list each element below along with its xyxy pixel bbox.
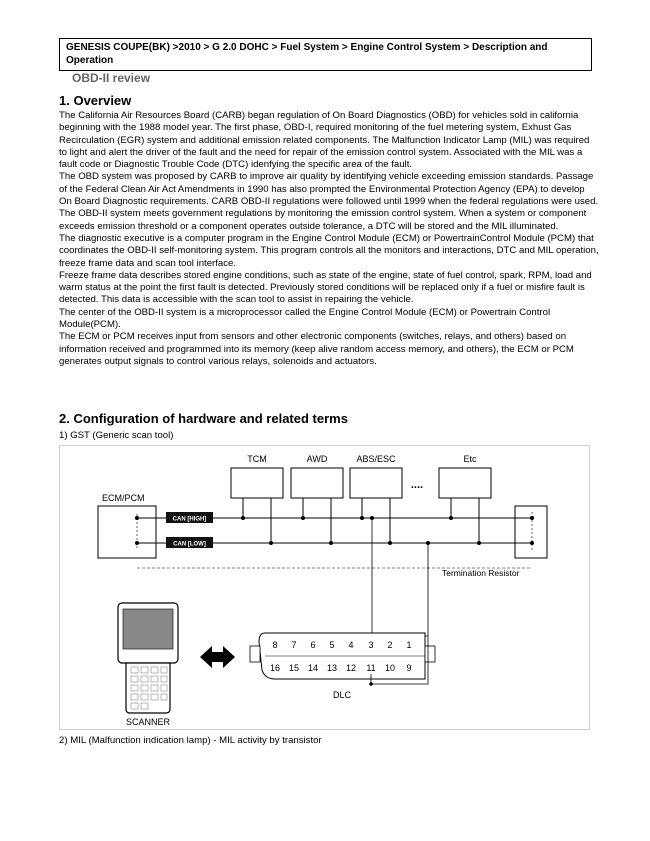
dlc-left-tab (250, 646, 260, 662)
section-configuration-title: 2. Configuration of hardware and related terms (59, 411, 348, 426)
termination-resistor-box (515, 506, 547, 558)
dlc-pin: 5 (329, 640, 335, 650)
module-box-tcm (231, 468, 283, 498)
section-overview-title: 1. Overview (59, 93, 132, 108)
module-label-tcm: TCM (247, 454, 267, 464)
termination-resistor-label: Termination Resistor (442, 568, 520, 578)
overview-paragraph: The OBD system was proposed by CARB to improve air quality by identifying vehicle exceeding emission standards. Passage of the Federal Clean Air Act Amendments in 1990 has also prompted the Environmental Protection Agency (EPA) to develop On Board Diagnostic requirements. CARB OBD-II regulations were followed until 1999 when the federal regulations were used. (59, 171, 599, 208)
overview-paragraph: The OBD-II system meets government regulations by monitoring the emission control system. When a system or component exceeds emission threshold or a component operates outside tolerance, a DTC will be stored and the MIL illuminated. (59, 208, 587, 232)
dlc-right-tab (425, 646, 435, 662)
overview-paragraph: The center of the OBD-II system is a microprocessor called the Engine Control Module (ECM) or Powertrain Control Module(PCM). (59, 306, 551, 331)
dlc-pin: 9 (406, 663, 412, 673)
breadcrumb: GENESIS COUPE(BK) >2010 > G 2.0 DOHC > Fuel System > Engine Control System > Description and Operation (59, 38, 592, 71)
dlc-pin: 12 (345, 663, 357, 673)
dlc-pin: 7 (291, 640, 297, 650)
mil-subheading: 2) MIL (Malfunction indication lamp) - MIL activity by transistor (59, 735, 322, 746)
dlc-pin: 16 (269, 663, 281, 673)
overview-paragraph: The ECM or PCM receives input from sensors and other electronic components (switches, relays, and others) based on information received and programmed into its memory (keep alive random access memory, and others), the ECM or PCM generates output signals to control various relays, solenoids and actuators. (59, 331, 574, 367)
dlc-pin: 1 (406, 640, 412, 650)
dlc-pin: 4 (348, 640, 354, 650)
page-subtitle: OBD-II review (72, 71, 151, 85)
module-box-etc (439, 468, 491, 498)
dlc-pin: 14 (307, 663, 319, 673)
dlc-pin: 13 (326, 663, 338, 673)
can-high-label: CAN [HIGH] (172, 516, 207, 523)
module-box-awd (291, 468, 343, 498)
scanner-screen (123, 609, 173, 649)
dlc-pin: 10 (384, 663, 396, 673)
ecm-pcm-label: ECM/PCM (102, 493, 145, 503)
ecm-pcm-box (98, 506, 156, 558)
dlc-pin: 2 (387, 640, 393, 650)
overview-paragraph: Freeze frame data describes stored engine conditions, such as state of the engine, state of fuel control, spark, RPM, load and warm status at the point the first fault is detected. Previously stored conditions will be replaced only if a fuel or misfire fault is detected. This data is accessible with the scan tool to assist in repairing the vehicle. (59, 269, 592, 306)
module-label-etc: Etc (463, 454, 477, 464)
dlc-pin: 6 (310, 640, 316, 650)
gst-subheading: 1) GST (Generic scan tool) (59, 430, 174, 441)
overview-paragraph: The California Air Resources Board (CARB) began regulation of On Board Diagnostics (OBD) for vehicles sold in california beginning with the 1988 model year. The first phase, OBD-I, required monitoring of the fuel metering system, Exhust Gas Recirculation (EGR) system and additional emission related components. The Malfunction Indicator Lamp (MIL) was required to light and alert the driver of the fault and the need for repair of the emission control system. Associated with the MIL was a fault code or Diagnostic Trouble Code (DTC) idenfying the specific area of the fault. (59, 110, 590, 171)
dlc-pin: 3 (368, 640, 374, 650)
dlc-label: DLC (332, 690, 352, 700)
scanner-label: SCANNER (125, 717, 171, 727)
bidirectional-arrow-icon (200, 646, 235, 668)
module-box-abs (350, 468, 402, 498)
can-low-label: CAN [LOW] (173, 541, 206, 548)
can-low-to-dlc-wire (371, 543, 428, 636)
dlc-pin: 15 (288, 663, 300, 673)
can-network-diagram (59, 445, 590, 730)
module-label-abs: ABS/ESC (356, 454, 396, 464)
dlc-pin: 8 (272, 640, 278, 650)
module-drops (243, 498, 479, 543)
module-label-awd: AWD (306, 454, 328, 464)
dlc-pin: 11 (366, 663, 376, 673)
overview-body (59, 110, 599, 368)
more-modules-dots: .... (410, 479, 424, 491)
overview-paragraph: The diagnostic executive is a computer program in the Engine Control Module (ECM) or PowertrainControl Module (PCM) that coordinates the OBD-II self-monitoring system. This program controls all the monitors and interactions, DTC and MIL operation, freeze frame data and scan tool interface. (59, 232, 599, 269)
